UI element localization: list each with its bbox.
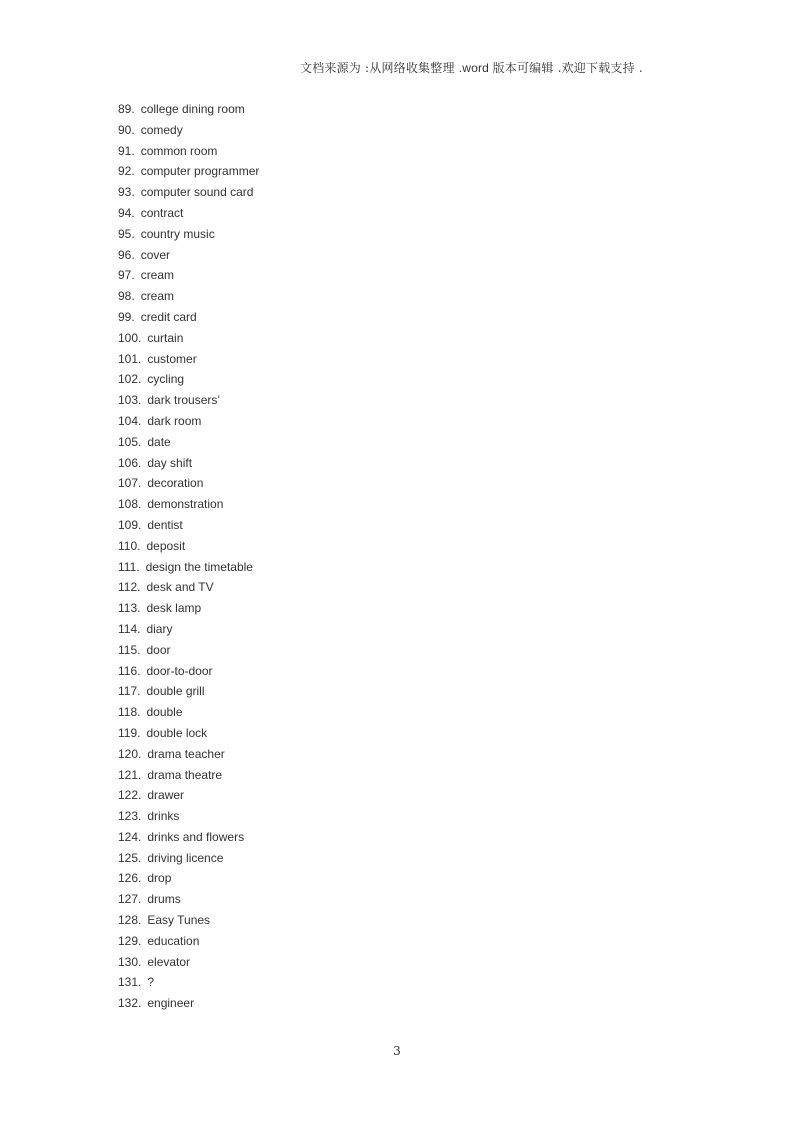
item-number: 119.	[118, 725, 141, 740]
item-number: 90.	[118, 122, 135, 137]
item-text: double	[146, 705, 183, 720]
item-text: drinks and flowers	[147, 829, 245, 844]
item-number: 111.	[118, 559, 140, 574]
item-text: deposit	[146, 538, 186, 553]
list-item	[118, 933, 259, 954]
item-number: 92.	[118, 164, 135, 179]
item-text: country music	[140, 226, 215, 241]
item-number: 131.	[118, 975, 142, 990]
list-item	[118, 538, 259, 559]
item-number: 118.	[118, 705, 141, 720]
list-item	[118, 559, 259, 580]
item-text: customer	[147, 351, 197, 366]
item-text: ?	[147, 975, 155, 990]
vocabulary-list	[118, 101, 259, 1016]
item-text: college dining room	[140, 102, 245, 116]
item-text: dentist	[147, 517, 183, 532]
list-item	[118, 787, 259, 808]
item-text: common room	[140, 143, 218, 158]
header-edit-text: 版本可编辑 .欢迎下载支持 .	[492, 61, 643, 75]
list-item	[118, 226, 259, 247]
list-item	[118, 891, 259, 912]
item-number: 123.	[118, 809, 142, 824]
item-text: cover	[140, 247, 171, 262]
list-item	[118, 974, 259, 995]
item-number: 130.	[118, 954, 142, 969]
list-item	[118, 496, 259, 517]
item-number: 110.	[118, 538, 141, 553]
list-item	[118, 351, 259, 372]
item-number: 117.	[118, 684, 141, 699]
list-item	[118, 954, 259, 975]
header-word-text: .word	[458, 61, 493, 75]
item-number: 107.	[118, 476, 142, 491]
item-text: design the timetable	[145, 559, 253, 574]
list-item	[118, 600, 259, 621]
item-text: demonstration	[147, 497, 224, 512]
item-text: day shift	[147, 455, 193, 470]
item-number: 97.	[118, 268, 135, 283]
item-text: Easy Tunes	[147, 913, 211, 928]
item-text: desk and TV	[146, 580, 214, 595]
item-number: 106.	[118, 455, 142, 470]
item-number: 113.	[118, 601, 141, 616]
item-number: 102.	[118, 372, 142, 387]
list-item	[118, 434, 259, 455]
item-text: drinks	[147, 809, 180, 824]
item-number: 91.	[118, 143, 135, 158]
item-text: drama teacher	[147, 746, 225, 761]
list-item	[118, 163, 259, 184]
item-number: 94.	[118, 205, 135, 220]
item-number: 126.	[118, 871, 142, 886]
item-text: cycling	[147, 372, 185, 387]
item-number: 121.	[118, 767, 142, 782]
list-item	[118, 413, 259, 434]
list-item	[118, 205, 259, 226]
item-text: contract	[140, 205, 184, 220]
list-item	[118, 288, 259, 309]
item-text: drop	[147, 871, 172, 886]
item-text: drums	[147, 892, 181, 907]
list-item	[118, 995, 259, 1016]
list-item	[118, 455, 259, 476]
item-text: credit card	[140, 309, 197, 324]
item-text: cream	[140, 289, 175, 304]
item-number: 129.	[118, 933, 142, 948]
item-text: drama theatre	[147, 767, 223, 782]
item-number: 120.	[118, 746, 142, 761]
list-item	[118, 122, 259, 143]
item-number: 122.	[118, 788, 142, 803]
item-text: decoration	[147, 476, 204, 491]
list-item	[118, 725, 259, 746]
item-text: engineer	[147, 996, 195, 1011]
list-item	[118, 392, 259, 413]
list-item	[118, 621, 259, 642]
item-text: dark trousers’	[147, 393, 221, 408]
item-number: 127.	[118, 892, 142, 907]
list-item	[118, 767, 259, 788]
item-number: 96.	[118, 247, 135, 262]
item-text: dark room	[147, 413, 202, 428]
list-item	[118, 642, 259, 663]
item-number: 116.	[118, 663, 141, 678]
list-item	[118, 870, 259, 891]
item-number: 99.	[118, 309, 135, 324]
item-text: computer programmer	[140, 164, 260, 179]
list-item	[118, 704, 259, 725]
item-text: diary	[146, 621, 173, 636]
item-number: 95.	[118, 226, 135, 241]
item-text: comedy	[140, 122, 183, 137]
item-number: 108.	[118, 497, 142, 512]
list-item	[118, 475, 259, 496]
item-number: 105.	[118, 434, 142, 449]
list-item	[118, 912, 259, 933]
item-number: 100.	[118, 330, 142, 345]
list-item	[118, 579, 259, 600]
list-item	[118, 683, 259, 704]
list-item	[118, 330, 259, 351]
item-number: 109.	[118, 517, 142, 532]
page-number: 3	[393, 1044, 401, 1058]
item-text: desk lamp	[146, 601, 202, 616]
item-number: 128.	[118, 913, 142, 928]
item-text: door	[146, 642, 171, 657]
item-text: door-to-door	[146, 663, 213, 678]
item-number: 115.	[118, 642, 141, 657]
item-number: 132.	[118, 996, 142, 1011]
item-number: 98.	[118, 289, 135, 304]
item-text: drawer	[147, 788, 185, 803]
list-item	[118, 517, 259, 538]
list-item	[118, 247, 259, 268]
item-text: curtain	[147, 330, 184, 345]
header-source-text: 文档来源为 :从网络收集整理	[300, 61, 459, 75]
item-text: elevator	[147, 954, 191, 969]
list-item	[118, 746, 259, 767]
item-number: 114.	[118, 621, 141, 636]
item-text: date	[147, 434, 171, 449]
item-number: 112.	[118, 580, 141, 595]
item-text: driving licence	[147, 850, 224, 865]
item-text: double grill	[146, 684, 205, 699]
item-text: computer sound card	[140, 185, 254, 200]
item-text: cream	[140, 268, 175, 283]
item-number: 93.	[118, 185, 135, 200]
list-item	[118, 371, 259, 392]
list-item	[118, 143, 259, 164]
list-item	[118, 267, 259, 288]
list-item	[118, 829, 259, 850]
page-header	[300, 59, 770, 76]
item-text: education	[147, 933, 200, 948]
list-item	[118, 101, 259, 122]
item-number: 104.	[118, 413, 142, 428]
item-text: double lock	[146, 725, 208, 740]
item-number: 103.	[118, 393, 142, 408]
item-number: 101.	[118, 351, 142, 366]
list-item	[118, 309, 259, 330]
list-item	[118, 184, 259, 205]
list-item	[118, 663, 259, 684]
item-number: 89.	[118, 102, 135, 116]
item-number: 125.	[118, 850, 142, 865]
list-item	[118, 850, 259, 871]
item-number: 124.	[118, 829, 142, 844]
list-item	[118, 808, 259, 829]
